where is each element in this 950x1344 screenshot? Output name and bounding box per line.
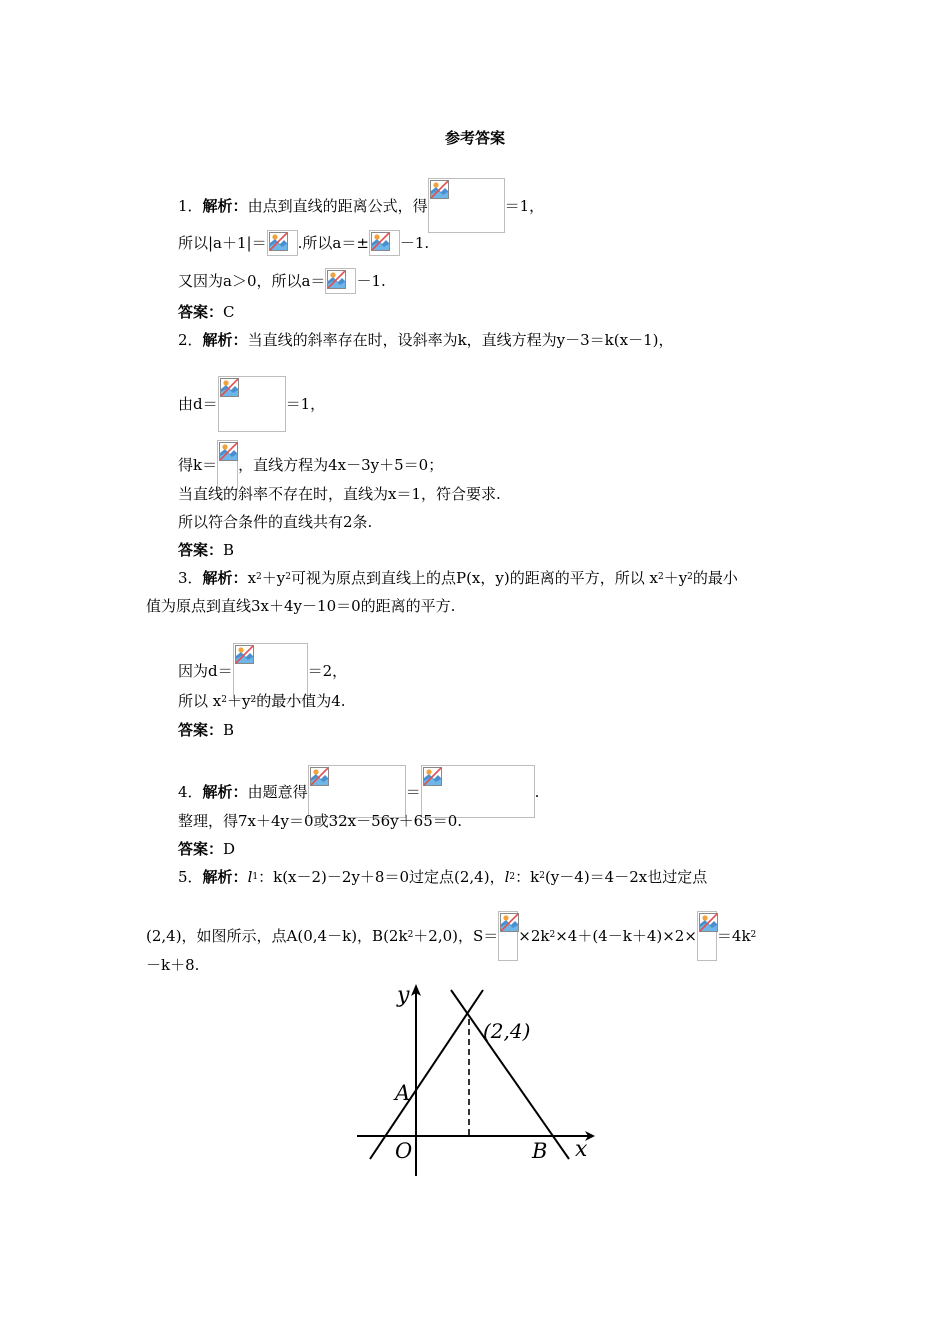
broken-image-icon — [699, 913, 718, 932]
a-label: A — [395, 1081, 411, 1105]
point-label: (2,4) — [483, 1019, 531, 1043]
broken-image-icon — [423, 767, 442, 786]
q3-line-4: 所以 x $^2$ ＋y $^2$ 的最小值为4. — [178, 692, 346, 710]
o-label: O — [395, 1139, 413, 1163]
q3-answer: 答案： B — [178, 721, 235, 739]
q2-line-2: 由d＝ ＝1， — [178, 376, 325, 432]
q3-line-1: 3． 解析： x $^2$ ＋y $^2$ 可视为原点到直线上的点P(x，y)的距离的平方，所以 x $^2$ ＋y $^2$ 的最小 — [178, 569, 738, 587]
q2-line-1: 2． 解析： 当直线的斜率存在时，设斜率为k，直线方程为y－3＝k(x－1)， — [178, 331, 674, 349]
b-label: B — [532, 1139, 548, 1163]
broken-image-icon — [269, 232, 288, 251]
formula-image — [369, 230, 400, 256]
formula-image — [428, 178, 505, 233]
broken-image-icon — [235, 645, 254, 664]
q1-answer: 答案： C — [178, 303, 235, 321]
y-label: y — [397, 983, 410, 1008]
line-l1 — [370, 990, 483, 1159]
q5-line-2: (2,4)，如图所示，点A(0,4－k)，B(2k $^2$ ＋2,0)，S＝ ×2k $^2$ ×4＋(4－k＋4)×2× ＝4k $^2$ — [146, 911, 756, 961]
broken-image-icon — [430, 180, 449, 199]
page-title: 参考答案 — [444, 129, 505, 147]
x-label: x — [575, 1137, 588, 1162]
q1-line-2: 所以|a＋1|＝ .所以a＝± －1. — [178, 230, 429, 256]
formula-image — [697, 911, 717, 961]
q2-line-5: 所以符合条件的直线共有2条. — [178, 513, 373, 531]
q2-answer: 答案： B — [178, 541, 235, 559]
broken-image-icon — [310, 767, 329, 786]
q3-line-3: 因为d＝ ＝2， — [178, 643, 347, 699]
q4-line-1: 4． 解析： 由题意得 ＝ . — [178, 765, 539, 818]
q3-line-2: 值为原点到直线3x＋4y－10＝0的距离的平方. — [146, 597, 456, 615]
broken-image-icon — [371, 232, 390, 251]
q4-line-2: 整理，得7x＋4y＝0或32x－56y＋65＝0. — [178, 812, 463, 830]
q2-line-3: 得k＝ ，直线方程为4x－3y＋5＝0； — [178, 440, 443, 490]
q5-line-3: －k＋8. — [146, 956, 200, 974]
formula-image — [325, 268, 356, 294]
q4-answer: 答案： D — [178, 840, 236, 858]
broken-image-icon — [327, 270, 346, 289]
formula-image — [498, 911, 518, 961]
formula-image — [217, 440, 238, 490]
formula-image — [267, 230, 298, 256]
geometry-figure — [350, 980, 600, 1180]
formula-image — [218, 376, 286, 432]
q1-line-1: 1． 解析： 由点到直线的距离公式，得 ＝1， — [178, 178, 544, 233]
broken-image-icon — [220, 378, 239, 397]
broken-image-icon — [219, 442, 238, 461]
q5-line-1: 5． 解析： l 1 ：k(x－2)－2y＋8＝0过定点(2,4)， l 2 ：k $^2$ (y－4)＝4－2x也过定点 — [178, 868, 708, 886]
q1-line-3: 又因为a＞0，所以a＝ －1. — [178, 268, 386, 294]
q2-line-4: 当直线的斜率不存在时，直线为x＝1，符合要求. — [178, 485, 501, 503]
broken-image-icon — [500, 913, 519, 932]
